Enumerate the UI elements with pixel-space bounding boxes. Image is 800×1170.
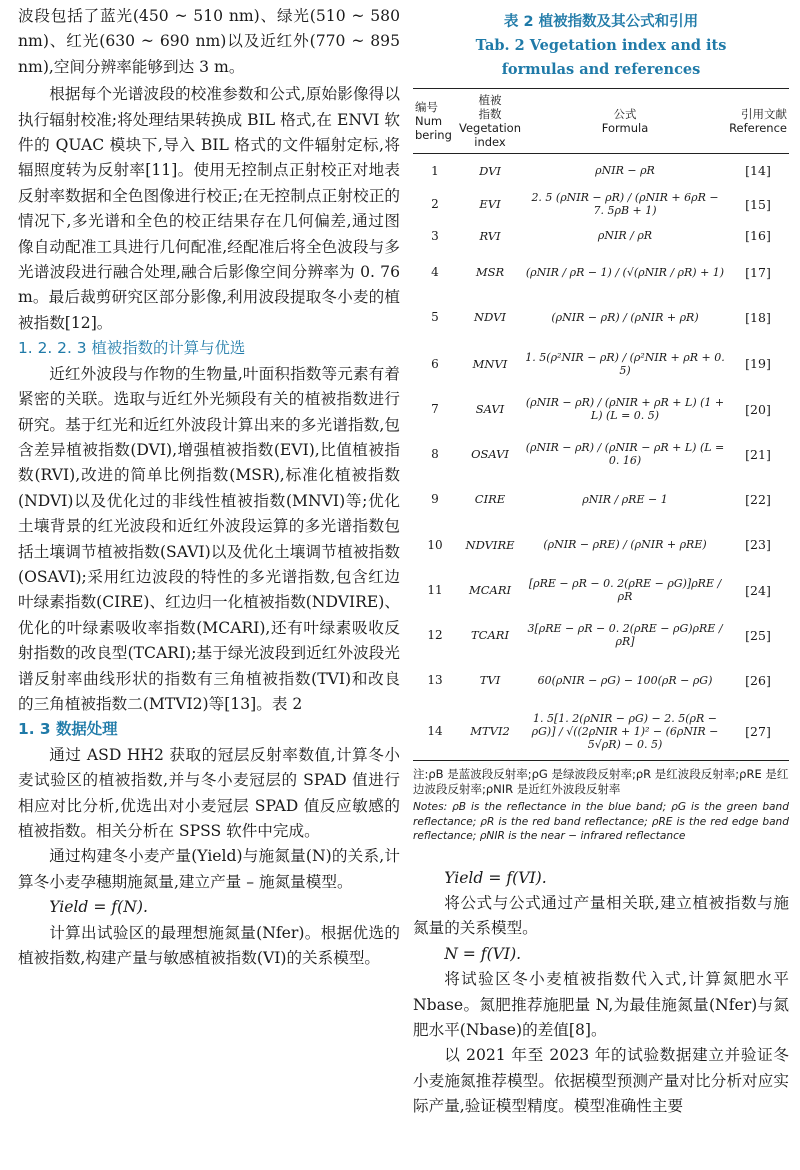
table-row: 12 TCARI 3[ρRE − ρR − 0. 2(ρRE − ρG)ρRE / ρR] [25] — [427, 622, 771, 648]
paragraph-bands: 波段包括了蓝光(450 ~ 510 nm)、绿光(510 ~ 580 nm)、红光(630 ~ 690 nm)以及近红外(770 ~ 895 nm),空间分辨率能够到达 3 m。 — [18, 7, 400, 76]
table-row: 14 MTVI2 1. 5[1. 2(ρNIR − ρG) − 2. 5(ρR − ρG)] / √((2ρNIR + 1)² − (6ρNIR − 5√ρR) − 0. 5) [27] — [413, 703, 789, 761]
table-row: 3 RVI ρNIR / ρR [16] — [431, 228, 771, 243]
paragraph-vegetation-indices: 近红外波段与作物的生物量,叶面积指数等元素有着紧密的关联。选取与近红外光频段有关的植被指数进行研究。基于红光和近红外波段计算出来的多光谱指数,包含差异植被指数(DVI),增强植被指数(EVI),比值植被指数(RVI),改进的简单比例指数(MSR),标准化植被指数(NDVI)以及优化过的非线性植被指数(MNVI)等;优化土壤背景的红光波段和近红外波段运算的多光谱指数包括土壤调节植被指数(SAVI)以及优化土壤调节植被指数(OSAVI);采用红边波段的特性的多光谱指数,包含红边叶绿素指数(CIRE)、红边归一化植被指数(NDVIRE)、优化的叶绿素吸收率指数(MCARI),还有叶绿素吸收反射指数的改良型(TCARI);基于绿光波段到近红外波段光谱反射率曲线形状的指数有三角植被指数(TVI)和改良的三角植被指数二(MTVI2)等[13]。表 2 — [18, 364, 400, 713]
header-numbering: 编号 Num bering — [415, 100, 452, 142]
formula-n-vi: N = f(VI). — [444, 944, 522, 963]
paragraph-calibration: 根据每个光谱波段的校准参数和公式,原始影像得以执行辐射校准;将处理结果转换成 BIL 格式,在 ENVI 软件的 QUAC 模块下,导入 BIL 格式的文件辐射定标,将辐照度转为反射率[11]。使用无控制点正射校正对地表反射率数据和全色图像进行校正;在无控制点正射校正的情况下,多光谱和全色的校正结果存在几何偏差,通过图像自动配准工具进行几何配准,经配准后将全色波段与多光谱波段进行融合处理,融合后影像空间分辨率为 0. 76 m。最后裁剪研究区部分影像,利用波段提取冬小麦的植被指数[12]。 — [18, 85, 400, 332]
paragraph-validation: 以 2021 年至 2023 年的试验数据建立并验证冬小麦施氮推荐模型。依据模型预测产量对比分析对应实际产量,验证模型精度。模型准确性主要 — [413, 1046, 789, 1116]
table-row: 8 OSAVI (ρNIR − ρR) / (ρNIR − ρR + L) (L = 0. 16) [21] — [431, 441, 771, 467]
table-row: 6 MNVI 1. 5(ρ²NIR − ρR) / (ρ²NIR + ρR + 0. 5) [19] — [431, 350, 771, 377]
table-row: 11 MCARI [ρRE − ρR − 0. 2(ρRE − ρG)]ρRE / ρR [24] — [427, 577, 771, 603]
header-formula: 公式 Formula — [601, 107, 649, 135]
paragraph-data-processing: 通过 ASD HH2 获取的冠层反射率数值,计算冬小麦试验区的植被指数,并与冬小麦冠层的 SPAD 值进行相应对比分析,优选出对小麦冠层 SPAD 值反应敏感的植被指数。相关分析在 SPSS 软件中完成。 — [18, 745, 400, 840]
table-header-row — [413, 89, 789, 154]
paragraph-model-relation: 将公式与公式通过产量相关联,建立植被指数与施氮量的关系模型。 — [413, 893, 789, 938]
formula-yield-vi: Yield = f(VI). — [444, 868, 547, 887]
header-vegetation-index: 植被 指数 Vegetation index — [459, 93, 522, 149]
table-note-cn: 注:ρB 是蓝波段反射率;ρG 是绿波段反射率;ρR 是红波段反射率;ρRE 是红边波段反射率;ρNIR 是近红外波段反射率 — [413, 767, 789, 796]
vegetation-index-table — [413, 88, 789, 761]
table-row: 13 TVI 60(ρNIR − ρG) − 100(ρR − ρG) [26] — [427, 672, 771, 688]
table-row: 2 EVI 2. 5 (ρNIR − ρR) / (ρNIR + 6ρR − 7. 5ρB + 1) [15] — [431, 191, 771, 217]
paragraph-nitrogen-level: 将试验区冬小麦植被指数代入式,计算氮肥水平 Nbase。氮肥推荐施肥量 N,为最佳施氮量(Nfer)与氮肥水平(Nbase)的差值[8]。 — [413, 970, 789, 1039]
table-caption-en-1: Tab. 2 Vegetation index and its — [475, 37, 727, 54]
left-column — [18, 0, 400, 1170]
table-row: 9 CIRE ρNIR / ρRE − 1 [22] — [431, 491, 771, 507]
formula-yield-n: Yield = f(N). — [49, 898, 148, 917]
table-row: 4 MSR (ρNIR / ρR − 1) / (√(ρNIR / ρR) + 1) [17] — [431, 264, 771, 280]
table-row: 5 NDVI (ρNIR − ρR) / (ρNIR + ρR) [18] — [431, 309, 771, 325]
paragraph-optimal-nitrogen: 计算出试验区的最理想施氮量(Nfer)。根据优选的植被指数,构建产量与敏感植被指数(VI)的关系模型。 — [18, 923, 400, 968]
section-heading-13: 1. 3 数据处理 — [18, 720, 118, 739]
section-heading-1223: 1. 2. 2. 3 植被指数的计算与优选 — [18, 339, 246, 358]
header-reference: 引用文献 Reference — [729, 107, 787, 135]
table-note-en: Notes: ρB is the reflectance in the blue band; ρG is the green band reflectance; ρR is the red band reflectance; ρRE is the red edge band reflectance; ρNIR is the near − infrared reflectance — [413, 801, 789, 842]
table-row: 1 DVI ρNIR − ρR [14] — [431, 163, 771, 179]
paragraph-yield-nitrogen: 通过构建冬小麦产量(Yield)与施氮量(N)的关系,计算冬小麦孕穗期施氮量,建立产量 – 施氮量模型。 — [18, 847, 400, 891]
table-caption-cn: 表 2 植被指数及其公式和引用 — [503, 14, 699, 30]
table-row: 10 NDVIRE (ρNIR − ρRE) / (ρNIR + ρRE) [23] — [427, 537, 771, 552]
table-row: 7 SAVI (ρNIR − ρR) / (ρNIR + ρR + L) (1 + L) (L = 0. 5) [20] — [431, 396, 771, 422]
right-column — [413, 0, 789, 1170]
table-caption-en-2: formulas and references — [501, 61, 701, 78]
